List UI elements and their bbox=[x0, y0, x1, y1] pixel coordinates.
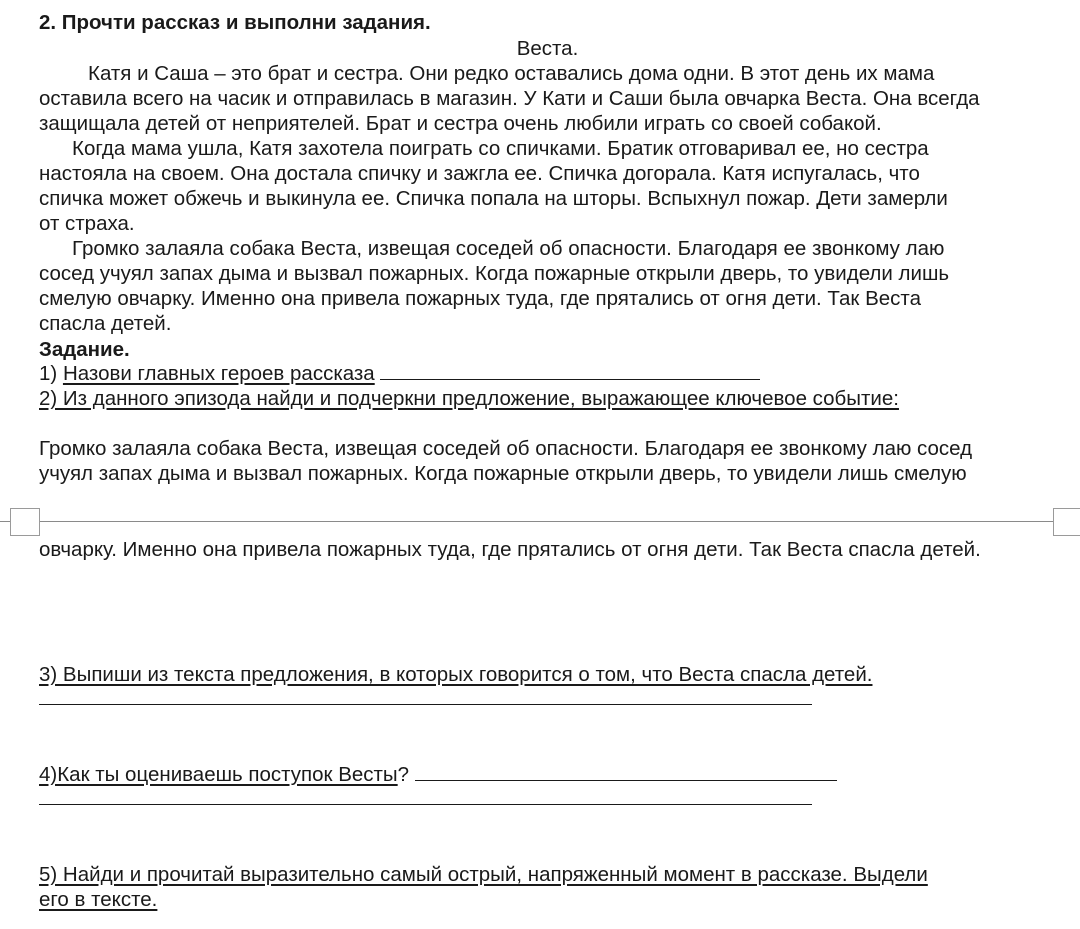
episode-line: овчарку. Именно она привела пожарных туда, где прятались от огня дети. Так Веста спасла детей. bbox=[39, 538, 981, 561]
question-4 bbox=[39, 762, 837, 787]
question-5-line-2: его в тексте. bbox=[39, 888, 158, 911]
question-2: 2) Из данного эпизода найди и подчеркни предложение, выражающее ключевое событие: bbox=[39, 387, 899, 410]
question-5-line-1: 5) Найди и прочитай выразительно самый острый, напряженный момент в рассказе. Выдели bbox=[39, 863, 928, 886]
question-1-number: 1) bbox=[39, 362, 58, 385]
answer-line[interactable] bbox=[39, 704, 812, 705]
story-line: от страха. bbox=[39, 212, 135, 235]
story-line: спасла детей. bbox=[39, 312, 172, 335]
story-line: настояла на своем. Она достала спичку и зажгла ее. Спичка догорала. Катя испугалась, что bbox=[39, 162, 920, 185]
question-3: 3) Выпиши из текста предложения, в которых говорится о том, что Веста спасла детей. bbox=[39, 663, 873, 686]
page-break-marker-left bbox=[10, 508, 40, 536]
assignment-heading: 2. Прочти рассказ и выполни задания. bbox=[39, 11, 431, 34]
task-label: Задание. bbox=[39, 338, 130, 361]
story-line: Когда мама ушла, Катя захотела поиграть со спичками. Братик отговаривал ее, но сестра bbox=[72, 137, 929, 160]
episode-line: Громко залаяла собака Веста, извещая соседей об опасности. Благодаря ее звонкому лаю сосед bbox=[39, 437, 973, 460]
story-line: спичка может обжечь и выкинула ее. Спичка попала на шторы. Вспыхнул пожар. Дети замерли bbox=[39, 187, 948, 210]
episode-line: учуял запах дыма и вызвал пожарных. Когда пожарные открыли дверь, то увидели лишь смелую bbox=[39, 462, 967, 485]
answer-line[interactable] bbox=[39, 804, 812, 805]
answer-blank[interactable] bbox=[415, 762, 837, 781]
question-4-text: 4)Как ты оцениваешь поступок Весты bbox=[39, 763, 398, 786]
page-break-line bbox=[0, 521, 1080, 522]
answer-blank[interactable] bbox=[380, 361, 760, 380]
question-1-text: Назови главных героев рассказа bbox=[62, 362, 375, 385]
question-4-mark: ? bbox=[397, 763, 410, 786]
question-1 bbox=[39, 361, 760, 386]
page-break-marker-right bbox=[1053, 508, 1080, 536]
story-line: сосед учуял запах дыма и вызвал пожарных. Когда пожарные открыли дверь, то увидели лишь bbox=[39, 262, 950, 285]
story-line: защищала детей от неприятелей. Брат и сестра очень любили играть со своей собакой. bbox=[39, 112, 882, 135]
story-line: Катя и Саша – это брат и сестра. Они редко оставались дома одни. В этот день их мама bbox=[88, 62, 935, 85]
story-title: Веста. bbox=[516, 37, 579, 60]
story-line: Громко залаяла собака Веста, извещая соседей об опасности. Благодаря ее звонкому лаю bbox=[72, 237, 945, 260]
story-line: оставила всего на часик и отправилась в магазин. У Кати и Саши была овчарка Веста. Она всегда bbox=[39, 87, 980, 110]
story-line: смелую овчарку. Именно она привела пожарных туда, где прятались от огня дети. Так Веста bbox=[39, 287, 921, 310]
